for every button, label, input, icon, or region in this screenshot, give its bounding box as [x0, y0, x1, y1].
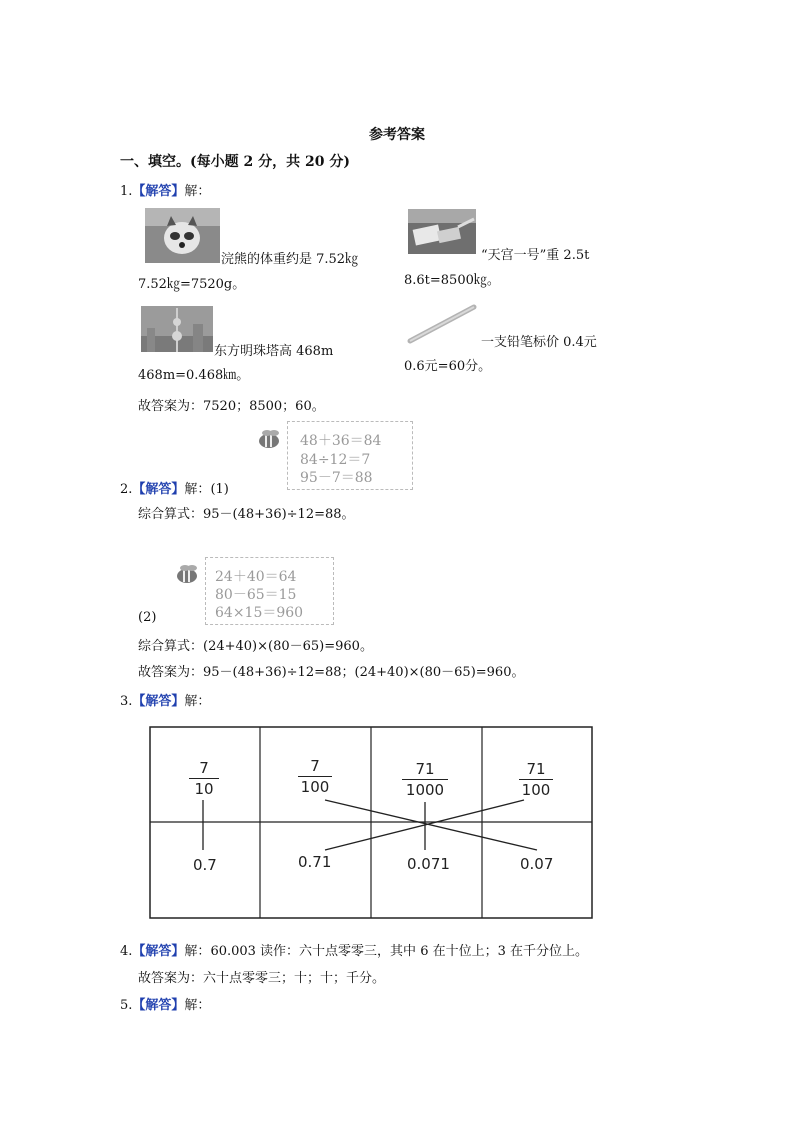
denominator: 1000: [405, 781, 445, 799]
question-number: 2.: [120, 482, 133, 497]
question-1-header: [120, 180, 210, 199]
pencil-text: 一支铅笔标价 0.4元: [481, 335, 597, 350]
q4-text: 60.003 读作：六十点零零三，其中 6 在十位上；3 在千分位上。: [210, 944, 588, 959]
decimal: 0.07: [520, 855, 554, 873]
answer-tag: 【解答】: [132, 998, 185, 1013]
numerator: 71: [415, 760, 435, 778]
section-heading: 一、填空。(每小题 2 分，共 20 分): [120, 154, 350, 170]
numerator: 7: [310, 757, 320, 775]
numerator: 7: [199, 759, 209, 777]
calc-line: 24＋40＝64: [215, 569, 297, 585]
question-number: 3.: [120, 694, 133, 709]
calc-line: 48＋36＝84: [300, 433, 382, 449]
q2-answer: 故答案为：95－(48+36)÷12=88；(24+40)×(80－65)=960。: [138, 665, 525, 680]
matching-grid: [149, 726, 593, 919]
raccoon-image: [145, 208, 220, 263]
tower-text: 东方明珠塔高 468m: [214, 344, 334, 359]
fraction: [189, 759, 219, 798]
decimal: 0.71: [298, 853, 332, 871]
part-1-label: (1): [210, 482, 229, 497]
question-5-header: [120, 994, 210, 1013]
matching-table: [149, 726, 593, 919]
satellite-conversion: 8.6t=8500㎏。: [404, 273, 500, 288]
answer-tag: 【解答】: [132, 944, 185, 959]
numerator: 71: [526, 760, 546, 778]
question-number: 5.: [120, 998, 133, 1013]
tower-image: [141, 306, 213, 352]
tower-conversion: 468m=0.468㎞。: [138, 368, 250, 383]
jie-label: 解：: [184, 998, 211, 1013]
answer-tag: 【解答】: [132, 482, 185, 497]
calc-line: 64×15＝960: [215, 605, 304, 621]
jie-label: 解：: [184, 694, 211, 709]
fraction: [298, 757, 332, 796]
satellite-image: [408, 209, 476, 254]
jie-label: 解：: [184, 482, 211, 497]
answer-tag: 【解答】: [132, 184, 185, 199]
part-2-label: (2): [138, 610, 157, 625]
q4-answer: 故答案为：六十点零零三；十；十；千分。: [138, 971, 386, 986]
calc-line: 84÷12＝7: [300, 452, 371, 468]
page-title: 参考答案: [369, 127, 425, 143]
raccoon-text: 浣熊的体重约是 7.52㎏: [221, 252, 359, 267]
calc-line: 95－7＝88: [300, 470, 373, 486]
denominator: 100: [300, 778, 330, 796]
pencil-conversion: 0.6元=60分。: [404, 359, 492, 374]
formula-1: 综合算式：95－(48+36)÷12=88。: [138, 507, 355, 522]
bee-icon: [255, 428, 283, 450]
question-number: 1.: [120, 184, 133, 199]
answer-tag: 【解答】: [132, 694, 185, 709]
calc-line: 80－65＝15: [215, 587, 297, 603]
question-3-header: [120, 690, 210, 709]
question-number: 4.: [120, 944, 133, 959]
question-2-header: [120, 478, 229, 497]
fraction: [402, 760, 448, 799]
satellite-text: “天宫一号”重 2.5t: [481, 248, 590, 263]
denominator: 100: [521, 781, 551, 799]
jie-label: 解：: [184, 944, 211, 959]
fraction: [519, 760, 553, 799]
decimal: 0.071: [407, 855, 450, 873]
question-4-header: [120, 940, 588, 959]
denominator: 10: [194, 780, 214, 798]
decimal: 0.7: [193, 856, 217, 874]
formula-2: 综合算式：(24+40)×(80－65)=960。: [138, 639, 373, 654]
bee-icon: [173, 563, 201, 585]
pencil-image: [406, 303, 478, 345]
jie-label: 解：: [184, 184, 211, 199]
q1-answer: 故答案为：7520；8500；60。: [138, 399, 325, 414]
raccoon-conversion: 7.52㎏=7520g。: [138, 277, 246, 292]
